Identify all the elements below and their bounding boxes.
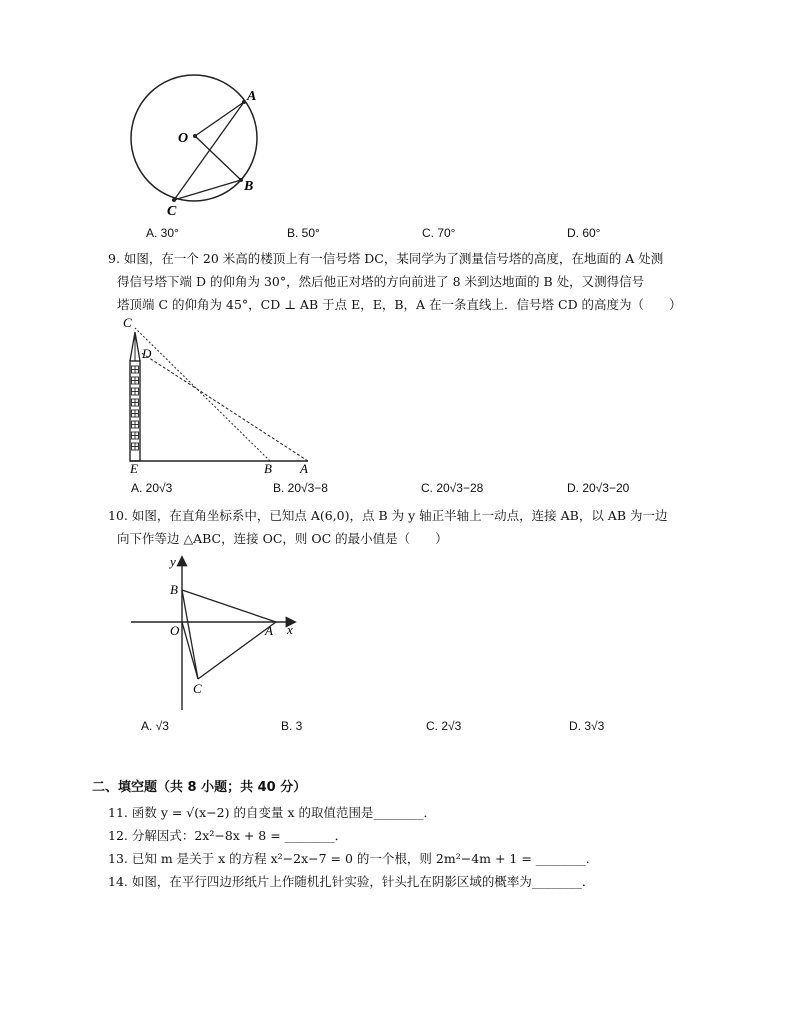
q9-text-line-1: 9. 如图，在一个 20 米高的楼顶上有一信号塔 DC，某同学为了测量信号塔的高度，在地面的 A 处测 <box>108 251 664 266</box>
point-A-dot <box>242 100 246 104</box>
q8-circle-figure <box>120 68 270 223</box>
point-O-dot <box>193 134 197 138</box>
q11-text: 11. 函数 y = √(x−2) 的自变量 x 的取值范围是________． <box>108 805 436 820</box>
q10-option-c[interactable]: C. 2√3 <box>426 719 462 733</box>
label-O: O <box>170 623 180 638</box>
label-E: E <box>130 461 138 476</box>
q13-text: 13. 已知 m 是关于 x 的方程 x²−2x−7 = 0 的一个根，则 2m²−4m + 1 = ________． <box>108 851 599 866</box>
sight-line-B-to-C <box>135 328 270 461</box>
segment-OB <box>195 136 241 180</box>
label-A: A <box>247 89 257 104</box>
segment-BC <box>182 590 198 679</box>
segment-CA <box>174 102 244 200</box>
q8-option-b[interactable]: B. 50° <box>287 226 320 240</box>
label-y: y <box>170 554 176 569</box>
q9-text-line-2: 得信号塔下端 D 的仰角为 30°，然后他正对塔的方向前进了 8 米到达地面的 B 处，又测得信号 <box>117 274 645 289</box>
q9-option-b[interactable]: B. 20√3−8 <box>273 481 328 495</box>
q8-option-d[interactable]: D. 60° <box>567 226 601 240</box>
q9-option-c[interactable]: C. 20√3−28 <box>421 481 484 495</box>
q10-option-a[interactable]: A. √3 <box>141 719 169 733</box>
segment-OC <box>182 622 198 679</box>
segment-AB <box>182 590 276 622</box>
q9-text-line-3: 塔顶端 C 的仰角为 45°，CD ⊥ AB 于点 E，E，B，A 在一条直线上．信号塔 CD 的高度为（ ） <box>117 297 682 312</box>
q10-option-b[interactable]: B. 3 <box>281 719 303 733</box>
label-B: B <box>244 179 254 194</box>
segment-OA <box>195 102 244 136</box>
q8-option-a[interactable]: A. 30° <box>146 226 179 240</box>
label-A: A <box>265 623 273 638</box>
label-C: C <box>123 315 132 330</box>
q9-option-d[interactable]: D. 20√3−20 <box>567 481 630 495</box>
point-C-dot <box>172 198 176 202</box>
segment-CB <box>174 180 241 200</box>
section-2-title: 二、填空题（共 8 小题；共 40 分） <box>92 780 307 795</box>
q10-text-line-2: 向下作等边 △ABC，连接 OC，则 OC 的最小值是（ ） <box>117 531 448 546</box>
q9-option-a[interactable]: A. 20√3 <box>131 481 173 495</box>
q8-option-c[interactable]: C. 70° <box>422 226 456 240</box>
label-D: D <box>142 346 152 361</box>
point-B-dot <box>239 178 243 182</box>
q10-coordinate-figure <box>126 552 306 712</box>
q10-option-d[interactable]: D. 3√3 <box>569 719 605 733</box>
label-B: B <box>170 582 178 597</box>
label-C: C <box>193 681 202 696</box>
label-B: B <box>264 461 272 476</box>
building-windows <box>132 366 139 450</box>
q9-tower-figure <box>118 314 318 476</box>
q12-text: 12. 分解因式：2x²−8x + 8 = ________． <box>108 828 348 843</box>
circle-outline <box>131 75 257 201</box>
q14-text: 14. 如图，在平行四边形纸片上作随机扎针实验，针头扎在阴影区域的概率为________． <box>108 874 595 889</box>
sight-line-A-to-D <box>140 352 308 461</box>
label-A: A <box>300 461 308 476</box>
label-C: C <box>167 204 177 219</box>
label-O: O <box>178 131 189 146</box>
q10-text-line-1: 10. 如图，在直角坐标系中，已知点 A(6,0)，点 B 为 y 轴正半轴上一动点，连接 AB，以 AB 为一边 <box>108 508 668 523</box>
label-x: x <box>287 622 293 637</box>
